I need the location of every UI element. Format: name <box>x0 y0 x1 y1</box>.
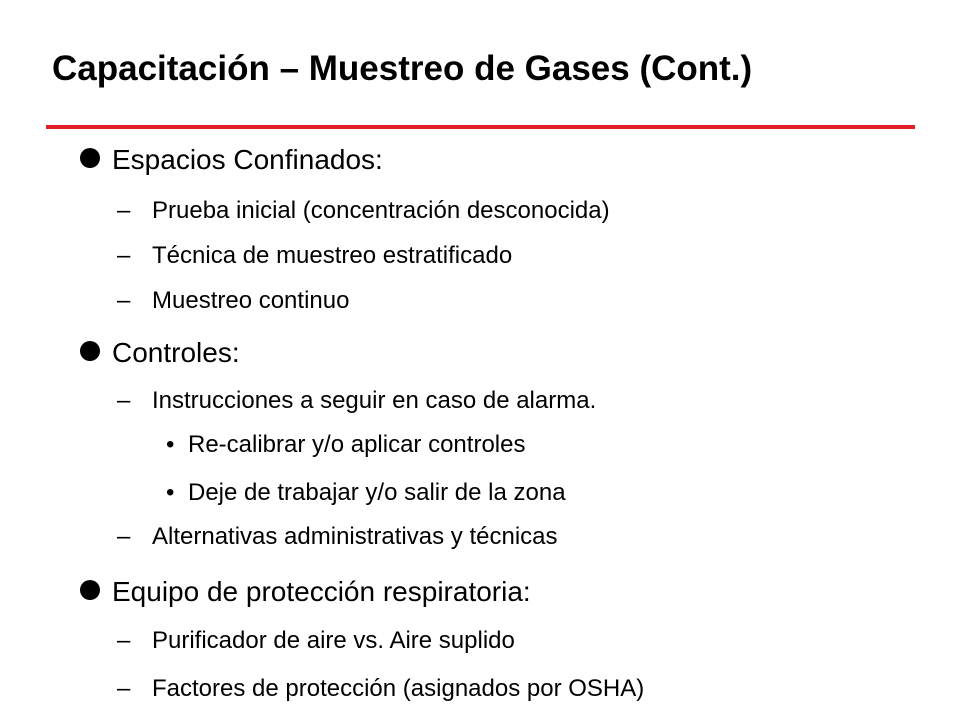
dash-marker: – <box>117 197 131 224</box>
dash-marker: – <box>117 675 131 702</box>
dot-marker: • <box>166 479 175 506</box>
title-divider <box>46 125 915 129</box>
dash-marker: – <box>117 627 131 654</box>
outline-item-controles <box>80 339 240 367</box>
dot-marker: • <box>166 431 175 458</box>
dash-marker: – <box>117 523 131 550</box>
outline-item-text: Equipo de protección respiratoria: <box>112 576 531 607</box>
outline-subitem-instrucciones <box>117 389 596 413</box>
outline-subitem-tecnica-muestreo <box>117 244 512 268</box>
bullet-icon <box>80 148 100 168</box>
outline-item-text: Prueba inicial (concentración desconocida) <box>152 197 610 224</box>
outline-subitem-muestreo-continuo <box>117 289 349 313</box>
outline-subsubitem-deje-de-trabajar <box>166 481 566 505</box>
outline-item-text: Purificador de aire vs. Aire suplido <box>152 627 515 654</box>
outline-item-text: Factores de protección (asignados por OSHA) <box>152 675 645 702</box>
outline-subitem-purificador <box>117 629 515 653</box>
dash-marker: – <box>117 387 131 414</box>
dash-marker: – <box>117 242 131 269</box>
outline-item-text: Instrucciones a seguir en caso de alarma. <box>152 387 597 414</box>
outline-item-equipo-proteccion <box>80 578 531 606</box>
outline-item-text: Espacios Confinados: <box>112 144 383 175</box>
slide-title: Capacitación – Muestreo de Gases (Cont.) <box>52 49 753 88</box>
outline-item-text: Re-calibrar y/o aplicar controles <box>188 431 526 458</box>
outline-subitem-alternativas <box>117 525 558 549</box>
outline-subsubitem-recalibrar <box>166 433 525 457</box>
bullet-icon <box>80 580 100 600</box>
outline-item-text: Alternativas administrativas y técnicas <box>152 523 558 550</box>
dash-marker: – <box>117 287 131 314</box>
outline-subitem-factores <box>117 677 644 701</box>
outline-subitem-prueba-inicial <box>117 199 610 223</box>
outline-item-text: Deje de trabajar y/o salir de la zona <box>188 479 566 506</box>
outline-item-text: Muestreo continuo <box>152 287 350 314</box>
outline-item-espacios-confinados <box>80 146 383 174</box>
bullet-icon <box>80 341 100 361</box>
outline-item-text: Técnica de muestreo estratificado <box>152 242 513 269</box>
outline-item-text: Controles: <box>112 337 240 368</box>
